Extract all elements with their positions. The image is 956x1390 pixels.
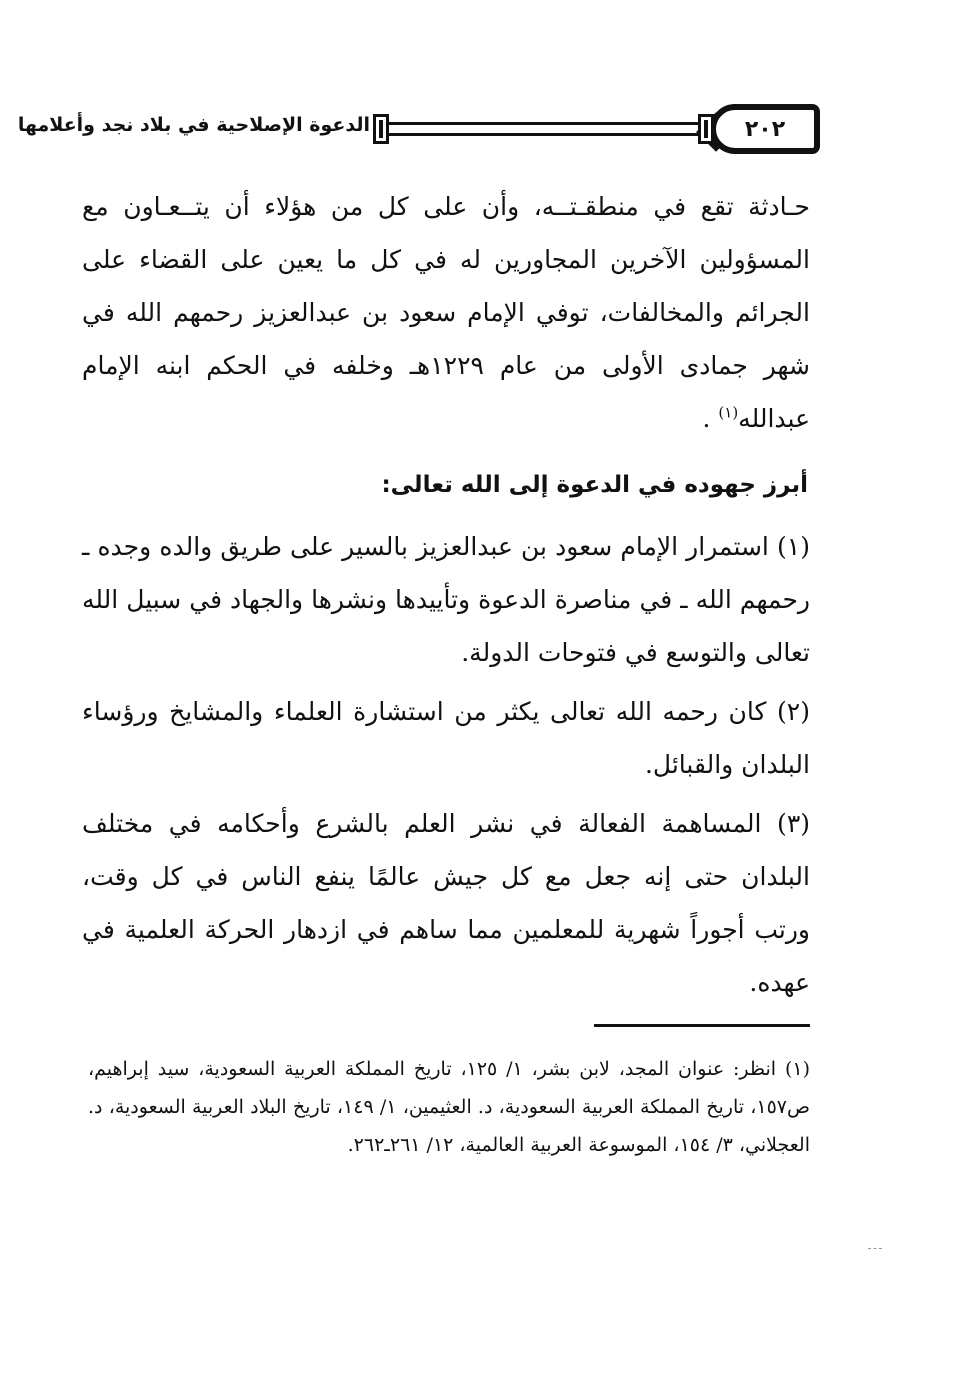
item-text: المساهمة الفعالة في نشر العلم بالشرع وأحكامه في مختلف البلدان حتى إنه جعل مع كل جيش عالمًا ينفع الناس في كل وقت، ورتب أجوراً شهرية للمعلمين مما ساهم في ازدهار الحركة العلمية في عهده. [82,809,810,997]
body-text [82,180,810,1009]
item-number: (٢) [777,697,810,726]
section-heading: أبرز جهوده في الدعوة إلى الله تعالى: [381,472,808,498]
footnotes [88,1050,810,1164]
list-item [82,685,810,791]
header-rule-ornament-left [373,114,389,144]
header-rule-ornament-right [698,114,714,144]
footnote-text: انظر: عنوان المجد، لابن بشر، ١/ ١٢٥، تاريخ المملكة العربية السعودية، سيد إبراهيم، ص١٥٧، تاريخ المملكة العربية السعودية، د. العثيمين، ١/ ١٤٩، تاريخ البلاد العربية السعودية، د. العجلاني، ٣/ ١٥٤، الموسوعة العربية العالمية، ١٢/ ٢٦١ـ٢٦٢. [88,1058,810,1156]
intro-paragraph [82,180,810,445]
item-text: كان رحمه الله تعالى يكثر من استشارة العلماء والمشايخ ورؤساء البلدان والقبائل. [82,697,810,779]
footnote-divider [594,1024,810,1027]
intro-text: حـادثة تقع في منطقـتــه، وأن على كل من هؤلاء أن يتــعـاون مع المسؤولين الآخرين المجاورين له في كل ما يعين على القضاء على الجرائم والمخالفات، توفي الإمام سعود بن عبدالعزيز رحمهم الله في شهر جمادى الأولى من عام ١٢٢٩هـ وخلفه في الحكم ابنه الإمام عبدالله [82,192,810,433]
intro-end: . [702,404,711,433]
scan-edge-mark [868,1248,882,1249]
page-number: ٢٠٢ [744,116,786,142]
book-title: الدعوة الإصلاحية في بلاد نجد وأعلامها [17,114,370,136]
footnote-reference: (١) [718,403,739,422]
list-item [82,797,810,1009]
page-number-badge [710,104,820,154]
header-rule [385,122,702,136]
footnote [88,1050,810,1164]
item-text: استمرار الإمام سعود بن عبدالعزيز بالسير على طريق والده وجده ـ رحمهم الله ـ في مناصرة الدعوة وتأييدها ونشرها والجهاد في سبيل الله تعالى والتوسع في فتوحات الدولة. [82,532,810,667]
footnote-number: (١) [784,1058,810,1080]
item-number: (١) [777,532,810,561]
running-header [17,100,820,158]
list-item [82,520,810,679]
item-number: (٣) [777,809,811,838]
